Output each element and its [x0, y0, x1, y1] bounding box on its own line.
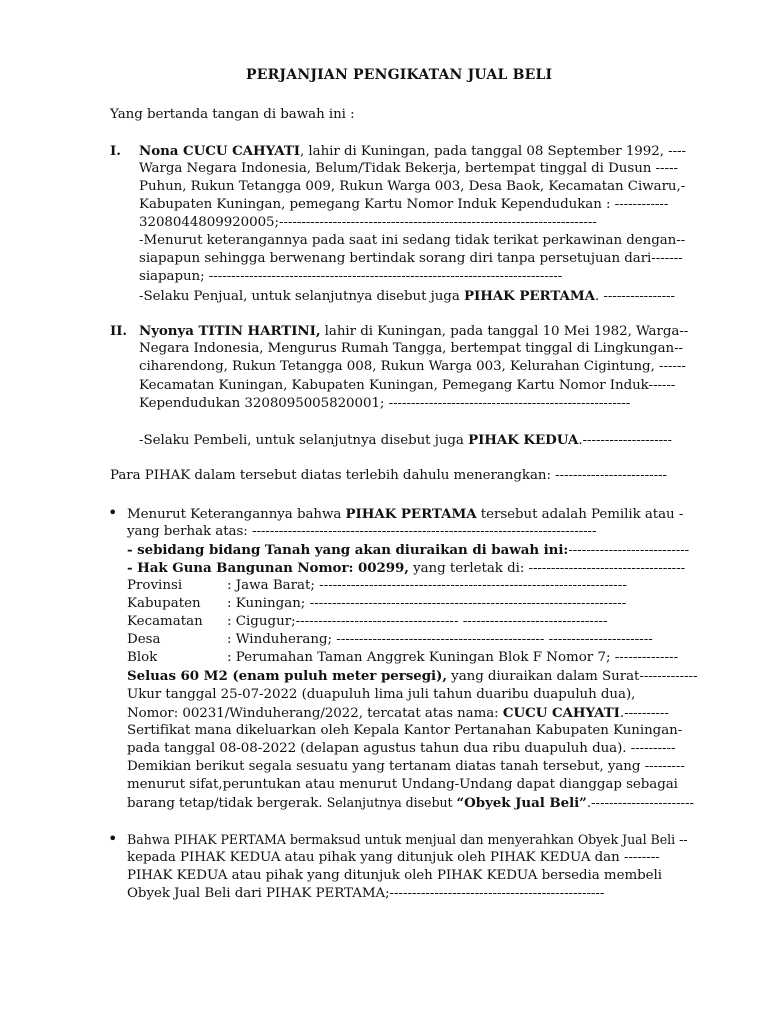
- field-kabupaten-label: Kabupaten: [127, 596, 201, 611]
- bullet-1-line-15: Demikian berikut segala sesuatu yang tertanam diatas tanah tersebut, yang ---------: [127, 759, 685, 774]
- section-1-line-1-rest: , lahir di Kuningan, pada tanggal 08 September 1992, ----: [300, 144, 687, 159]
- hgb-number: - Hak Guna Bangunan Nomor: 00299,: [127, 560, 409, 576]
- section-1-line-3: Puhun, Rukun Tetangga 009, Rukun Warga 003, Desa Baok, Kecamatan Ciwaru,-: [139, 179, 686, 194]
- section-2-line-1-rest: lahir di Kuningan, pada tanggal 10 Mei 1982, Warga--: [320, 324, 689, 339]
- section-1-number: I.: [110, 143, 121, 159]
- section-1-line-4: Kabupaten Kuningan, pemegang Kartu Nomor Induk Kependudukan : ------------: [139, 197, 669, 212]
- hgb-located: yang terletak di: -----------------------------------: [408, 561, 686, 576]
- section-2-line-4: Kecamatan Kuningan, Kabupaten Kuningan, Pemegang Kartu Nomor Induk------: [139, 378, 676, 393]
- bullet-1-line-12-post: .----------: [619, 706, 669, 721]
- section-1-line-9: [139, 287, 675, 306]
- parties-statement: Para PIHAK dalam tersebut diatas terlebih dahulu menerangkan: -------------------------: [110, 468, 668, 483]
- field-kabupaten-value: : Kuningan; ----------------------------------------------------------------------: [227, 596, 627, 611]
- field-kecamatan-label: Kecamatan: [127, 614, 203, 629]
- bullet-1-line-1-pre: Menurut Keterangannya bahwa: [127, 507, 346, 522]
- pihak-pertama-label: PIHAK PERTAMA: [463, 288, 595, 304]
- section-1-line-9-post: . ----------------: [595, 289, 676, 304]
- field-desa-label: Desa: [127, 632, 161, 647]
- bullet-1-pihak-pertama: PIHAK PERTAMA: [345, 506, 477, 522]
- bullet-1-line-1: [127, 505, 683, 524]
- field-blok-label: Blok: [127, 650, 158, 665]
- section-2-line-3: ciharendong, Rukun Tetangga 008, Rukun Warga 003, Kelurahan Cigintung, ------: [139, 359, 686, 374]
- bullet-1-line-13: Sertifikat mana dikeluarkan oleh Kepala Kantor Pertanahan Kabupaten Kuningan-: [127, 723, 683, 738]
- bullet-1-marker: •: [108, 503, 118, 522]
- pihak-kedua-label: PIHAK KEDUA: [468, 432, 579, 448]
- object-label: “Obyek Jual Beli”: [456, 795, 587, 811]
- section-2-line-1: [139, 322, 688, 341]
- bullet-1-line-11: Ukur tanggal 25-07-2022 (duapuluh lima juli tahun duaribu duapuluh dua),: [127, 687, 636, 702]
- bullet-1-line-12-pre: Nomor: 00231/Winduherang/2022, tercatat atas nama:: [127, 706, 503, 721]
- section-1-line-1: [139, 142, 686, 161]
- buyer-name: Nyonya TITIN HARTINI,: [139, 323, 321, 339]
- section-2-line-2: Negara Indonesia, Mengurus Rumah Tangga, bertempat tinggal di Lingkungan--: [139, 341, 684, 356]
- field-provinsi-label: Provinsi: [127, 578, 183, 593]
- section-1-line-6: -Menurut keterangannya pada saat ini sedang tidak terikat perkawinan dengan--: [139, 233, 686, 248]
- land-heading: - sebidang bidang Tanah yang akan diuraikan di bawah ini:: [127, 542, 569, 558]
- bullet-1-line-4: [127, 559, 685, 578]
- bullet-2-line-1: Bahwa PIHAK PERTAMA bermaksud untuk menjual dan menyerahkan Obyek Jual Beli --: [127, 832, 688, 847]
- registered-owner: CUCU CAHYATI: [502, 705, 620, 721]
- section-2-line-6-post: .--------------------: [578, 433, 673, 448]
- intro-text: Yang bertanda tangan di bawah ini :: [110, 107, 355, 122]
- bullet-1-line-17-post: .-----------------------: [586, 796, 694, 811]
- section-1-line-5: 3208044809920005;-----------------------------------------------------------------------: [139, 215, 597, 230]
- bullet-2-line-2: kepada PIHAK KEDUA atau pihak yang ditunjuk oleh PIHAK KEDUA dan --------: [127, 850, 660, 865]
- section-2-line-5: Kependudukan 3208095005820001; ------------------------------------------------------: [139, 396, 631, 411]
- section-2-number: II.: [110, 323, 128, 339]
- bullet-1-line-10: [127, 667, 698, 686]
- bullet-1-line-14: pada tanggal 08-08-2022 (delapan agustus tahun dua ribu duapuluh dua). ----------: [127, 741, 676, 756]
- bullet-1-line-17-small: Selanjutnya disebut: [326, 795, 457, 810]
- field-desa-value: : Winduherang; ---------------------------------------------- -----------------------: [227, 632, 653, 647]
- bullet-1-line-17-pre: barang tetap/tidak bergerak.: [127, 796, 327, 811]
- section-1-line-7: siapapun sehingga berwenang bertindak sorang diri tanpa persetujuan dari-------: [139, 251, 683, 266]
- bullet-1-line-16: menurut sifat,peruntukan atau menurut Undang-Undang dapat dianggap sebagai: [127, 777, 678, 792]
- bullet-1-line-1-post: tersebut adalah Pemilik atau -: [476, 507, 684, 522]
- section-2-line-6: [139, 431, 672, 450]
- bullet-2-line-4: Obyek Jual Beli dari PIHAK PERTAMA;------------------------------------------------: [127, 886, 605, 901]
- bullet-1-line-12: [127, 704, 669, 723]
- seller-name: Nona CUCU CAHYATI: [139, 143, 301, 159]
- section-1-line-8: siapapun; -------------------------------------------------------------------------------: [139, 269, 563, 284]
- bullet-1-line-17: [127, 794, 694, 813]
- land-area: Seluas 60 M2 (enam puluh meter persegi),: [127, 668, 447, 684]
- field-blok-value: : Perumahan Taman Anggrek Kuningan Blok F Nomor 7; --------------: [227, 650, 679, 665]
- field-provinsi-value: : Jawa Barat; --------------------------------------------------------------------: [227, 578, 627, 593]
- bullet-2-line-3: PIHAK KEDUA atau pihak yang ditunjuk oleh PIHAK KEDUA bersedia membeli: [127, 868, 662, 883]
- document-title: PERJANJIAN PENGIKATAN JUAL BELI: [246, 67, 553, 83]
- section-1-line-9-pre: -Selaku Penjual, untuk selanjutnya disebut juga: [139, 289, 464, 304]
- section-1-line-2: Warga Negara Indonesia, Belum/Tidak Bekerja, bertempat tinggal di Dusun -----: [139, 161, 678, 176]
- land-heading-dashes: ---------------------------: [568, 543, 690, 558]
- bullet-1-line-2: yang berhak atas: -----------------------------------------------------------------------------: [127, 524, 597, 539]
- bullet-1-line-3: [127, 541, 689, 560]
- bullet-2-marker: •: [108, 829, 118, 848]
- land-area-rest: yang diuraikan dalam Surat-------------: [446, 669, 698, 684]
- section-2-line-6-pre: -Selaku Pembeli, untuk selanjutnya disebut juga: [139, 433, 469, 448]
- field-kecamatan-value: : Cigugur;------------------------------------ --------------------------------: [227, 614, 608, 629]
